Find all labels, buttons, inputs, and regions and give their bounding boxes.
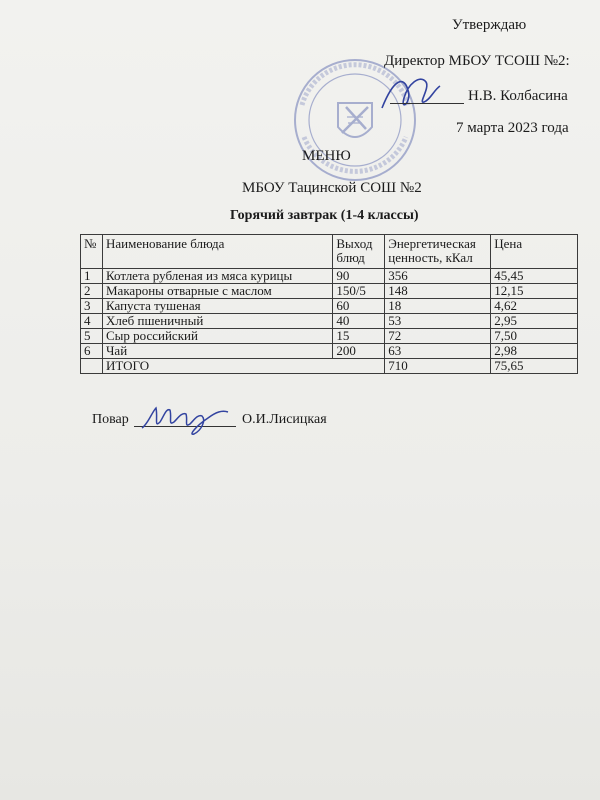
dish-energy: 53 <box>385 314 491 329</box>
dish-energy: 72 <box>385 329 491 344</box>
dish-energy: 356 <box>385 269 491 284</box>
menu-title: МЕНЮ <box>302 148 351 164</box>
dish-name: Хлеб пшеничный <box>102 314 332 329</box>
director-name: Н.В. Колбасина <box>468 88 568 104</box>
dish-name: Макароны отварные с маслом <box>102 284 332 299</box>
col-header-yield: Выход блюд <box>333 235 385 269</box>
dish-price: 45,45 <box>491 269 578 284</box>
col-header-price: Цена <box>491 235 578 269</box>
col-header-number: № <box>81 235 103 269</box>
dish-name: Котлета рубленая из мяса курицы <box>102 269 332 284</box>
table-row <box>81 284 578 299</box>
row-number: 5 <box>81 329 103 344</box>
col-header-dish: Наименование блюда <box>102 235 332 269</box>
table-total-row <box>81 359 578 374</box>
dish-price: 7,50 <box>491 329 578 344</box>
dish-name: Чай <box>102 344 332 359</box>
total-energy: 710 <box>385 359 491 374</box>
approval-position: Директор МБОУ ТСОШ №2: <box>384 53 570 69</box>
table-row <box>81 344 578 359</box>
dish-energy: 18 <box>385 299 491 314</box>
cook-name: О.И.Лисицкая <box>242 412 327 427</box>
total-price: 75,65 <box>491 359 578 374</box>
dish-yield: 40 <box>333 314 385 329</box>
school-title: МБОУ Тацинской СОШ №2 <box>242 180 422 196</box>
cook-signature <box>136 398 231 438</box>
dish-yield: 150/5 <box>333 284 385 299</box>
approval-date: 7 марта 2023 года <box>456 120 569 136</box>
dish-energy: 63 <box>385 344 491 359</box>
director-signature-line <box>390 103 464 104</box>
dish-price: 4,62 <box>491 299 578 314</box>
table-row <box>81 269 578 284</box>
row-number: 2 <box>81 284 103 299</box>
row-number: 6 <box>81 344 103 359</box>
total-label: ИТОГО <box>102 359 384 374</box>
table-row <box>81 314 578 329</box>
table-row <box>81 299 578 314</box>
row-number: 3 <box>81 299 103 314</box>
dish-name: Капуста тушеная <box>102 299 332 314</box>
col-header-energy: Энергетическая ценность, кКал <box>385 235 491 269</box>
dish-energy: 148 <box>385 284 491 299</box>
dish-price: 12,15 <box>491 284 578 299</box>
dish-price: 2,98 <box>491 344 578 359</box>
meal-title: Горячий завтрак (1-4 классы) <box>230 208 419 223</box>
table-header-row <box>81 235 578 269</box>
dish-yield: 200 <box>333 344 385 359</box>
cook-label: Повар <box>92 412 129 427</box>
table-row <box>81 329 578 344</box>
dish-yield: 15 <box>333 329 385 344</box>
dish-yield: 90 <box>333 269 385 284</box>
row-number: 4 <box>81 314 103 329</box>
approval-title: Утверждаю <box>452 17 527 33</box>
dish-price: 2,95 <box>491 314 578 329</box>
dish-name: Сыр российский <box>102 329 332 344</box>
total-empty-cell <box>81 359 103 374</box>
row-number: 1 <box>81 269 103 284</box>
director-signature <box>374 68 444 118</box>
dish-yield: 60 <box>333 299 385 314</box>
menu-table <box>80 234 578 374</box>
